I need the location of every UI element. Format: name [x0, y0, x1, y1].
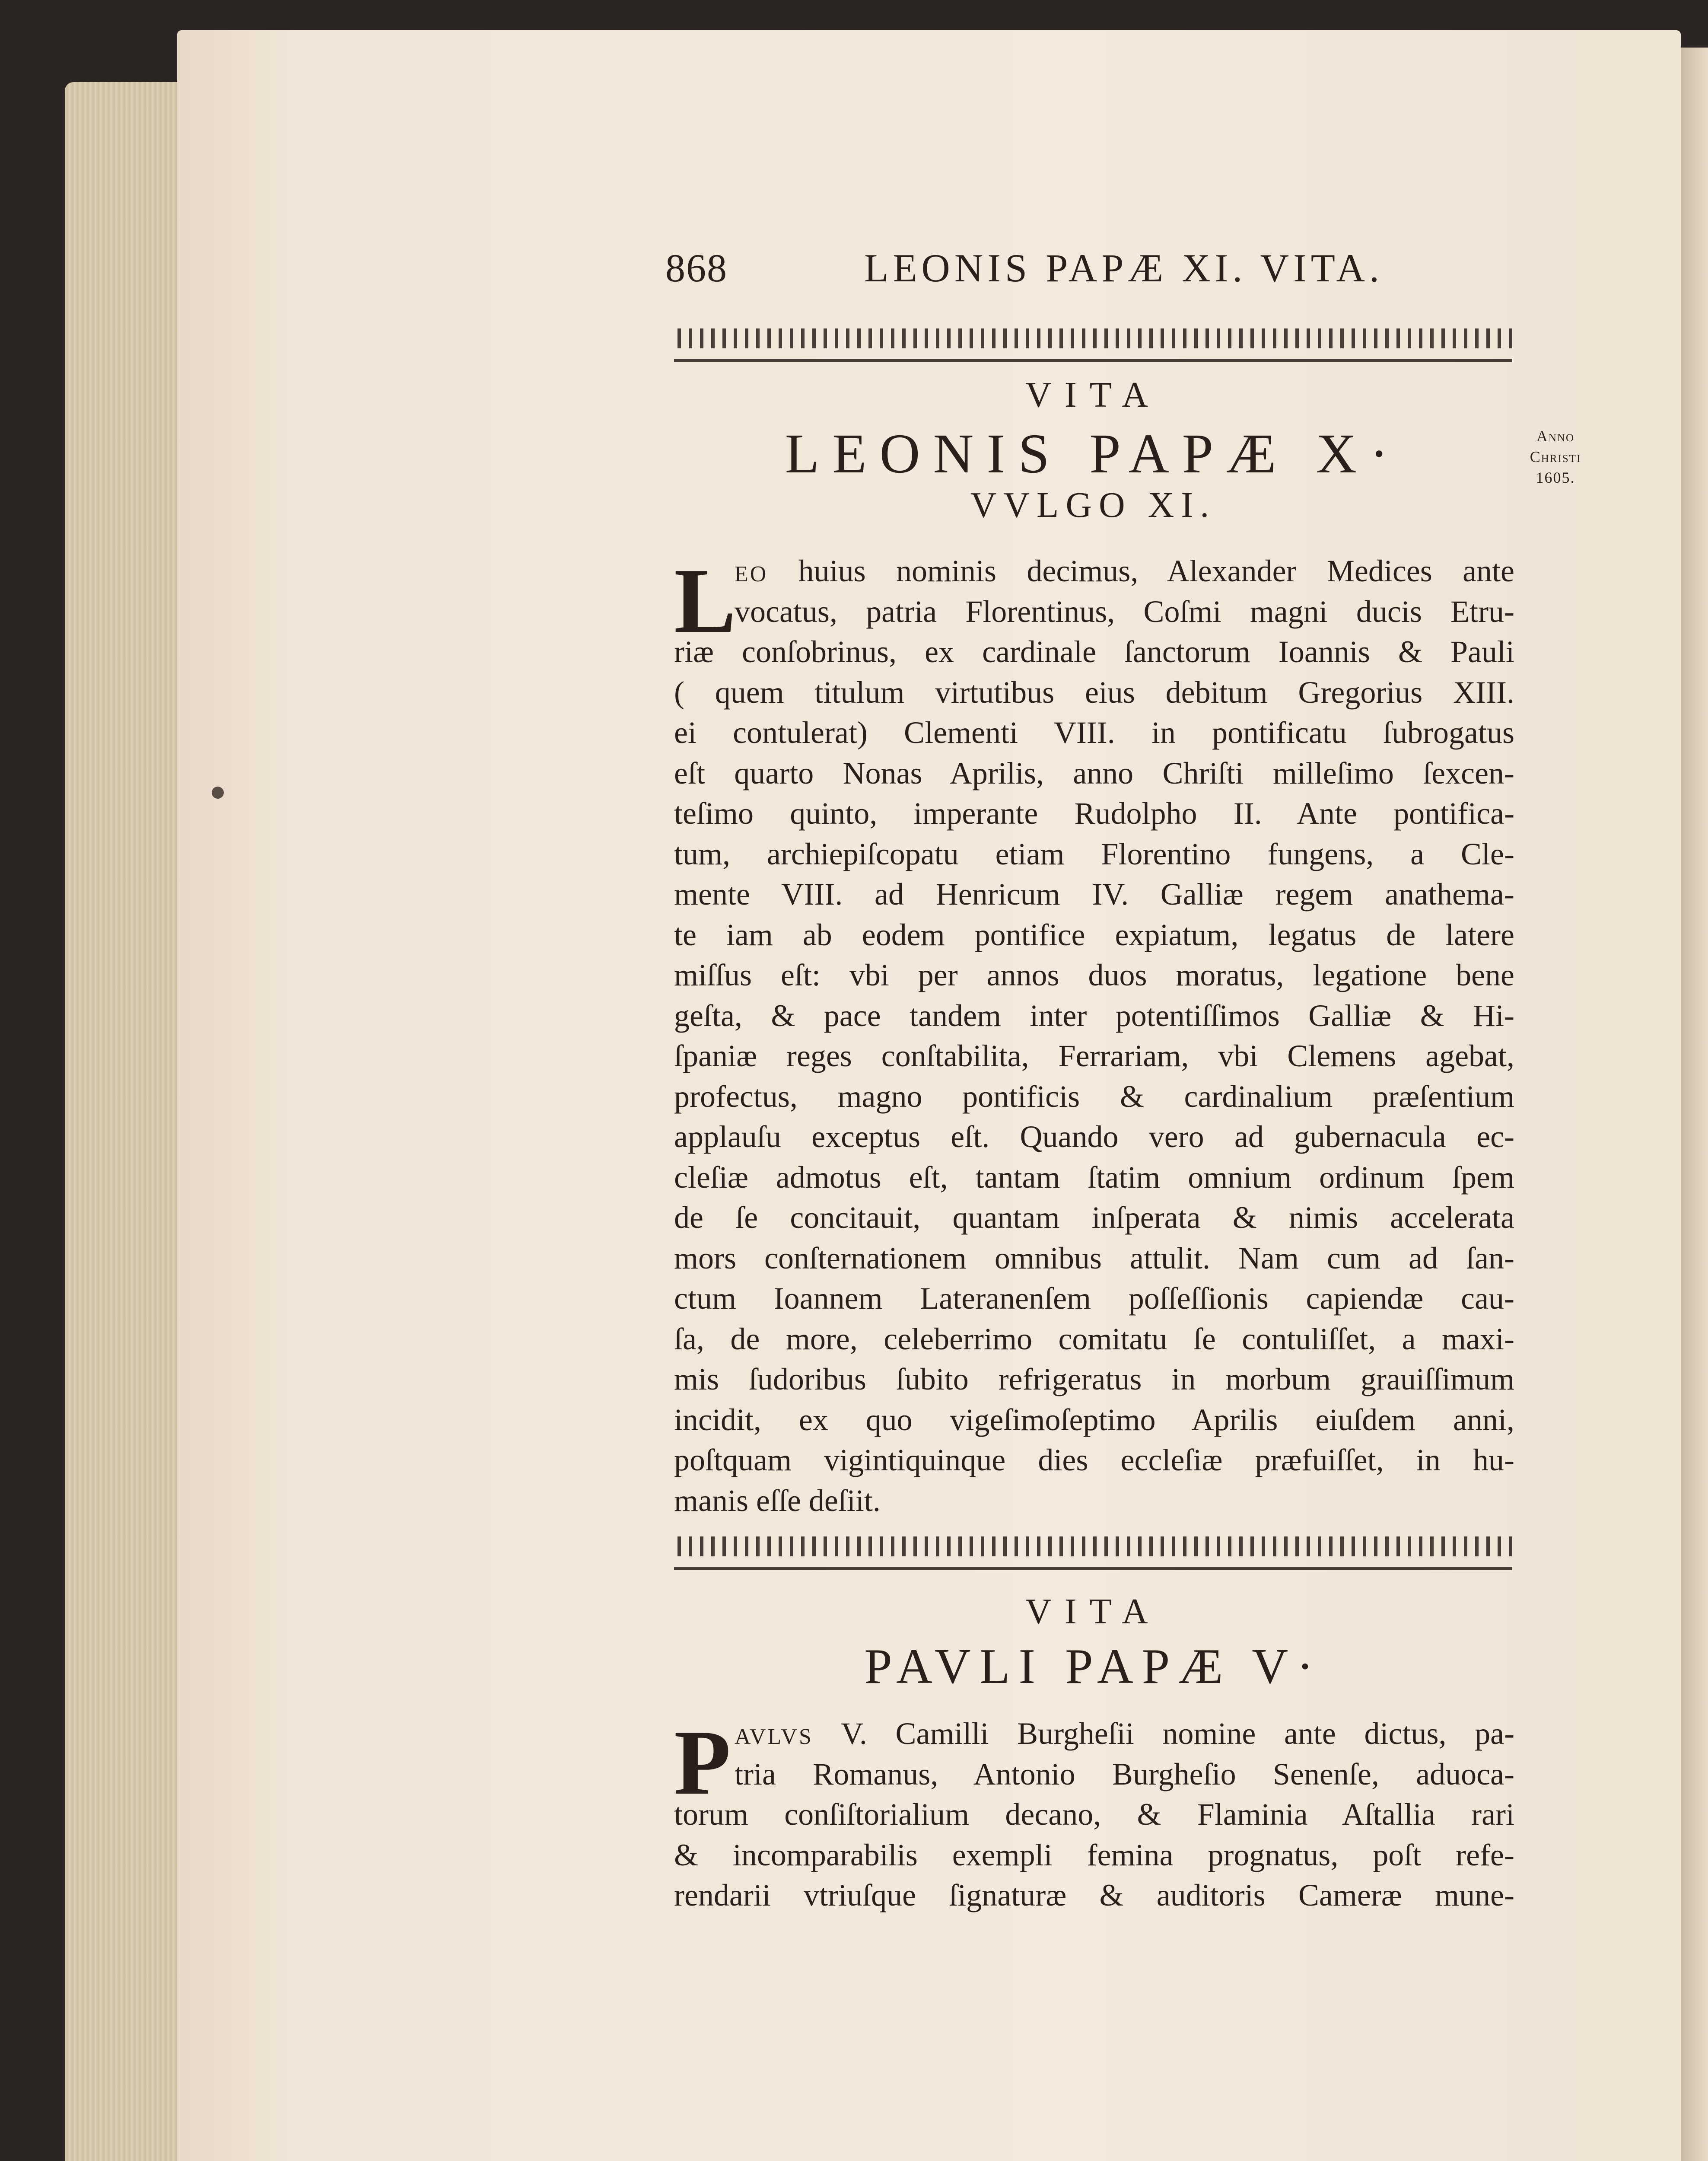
section2-heading-name: PAVLI PAPÆ V·: [864, 1639, 1322, 1694]
margin-note-line: Christi: [1530, 448, 1581, 465]
text-line: ſpaniæ reges conſtabilita, Ferrariam, vbi Clemens agebat,: [674, 1039, 1514, 1073]
text-line: de ſe concitauit, quantam inſperata & nimis accelerata: [674, 1200, 1514, 1235]
section1-dropcap: L: [674, 549, 736, 652]
margin-note-line: 1605.: [1536, 469, 1575, 486]
text-line-content: huius nominis decimus, Alexander Medices ante: [798, 554, 1514, 588]
text-line: [674, 551, 1514, 592]
first-word-smallcaps: EO: [735, 562, 768, 586]
text-line: incidit, ex quo vigeſimoſeptimo Aprilis eiuſdem anni,: [674, 1402, 1514, 1437]
text-line: geſta, & pace tandem inter potentiſſimos Galliæ & Hi-: [674, 998, 1514, 1033]
section1-heading-vulgo: VVLGO XI.: [970, 485, 1216, 525]
first-word-smallcaps: AVLVS: [735, 1724, 813, 1749]
text-line: riæ conſobrinus, ex cardinale ſanctorum Ioannis & Pauli: [674, 634, 1514, 669]
text-line: ctum Ioannem Lateranenſem poſſeſſionis capiendæ cau-: [674, 1281, 1514, 1316]
text-line: ſa, de more, celeberrimo comitatu ſe contuliſſet, a maxi-: [674, 1321, 1514, 1356]
text-line: [674, 1714, 1514, 1754]
text-line: mors conſternationem omnibus attulit. Nam cum ad ſan-: [674, 1240, 1514, 1275]
margin-note-year: [1495, 426, 1616, 488]
facing-page-edge: [1681, 48, 1708, 2161]
margin-note-line: Anno: [1536, 427, 1575, 445]
text-line: teſimo quinto, imperante Rudolpho II. Ante pontifica-: [674, 796, 1514, 831]
book-page-edges: [65, 82, 186, 2161]
section1-heading-name: LEONIS PAPÆ X·: [785, 423, 1402, 485]
text-line: rendarii vtriuſque ſignaturæ & auditoris Cameræ mune-: [674, 1878, 1514, 1912]
running-head: [665, 242, 1508, 294]
section2-dropcap: P: [674, 1711, 731, 1814]
text-line: & incomparabilis exempli femina prognatus, poſt refe-: [674, 1837, 1514, 1872]
text-line: vocatus, patria Florentinus, Coſmi magni ducis Etru-: [735, 594, 1514, 629]
text-line: poſtquam vigintiquinque dies eccleſiæ præfuiſſet, in hu-: [674, 1443, 1514, 1477]
section1-body: [674, 551, 1514, 1521]
section1-heading-vita: VITA: [1025, 375, 1161, 415]
running-title: LEONIS PAPÆ XI. VITA.: [864, 246, 1384, 290]
paper-blemish: [212, 787, 224, 799]
text-line: torum conſiſtorialium decano, & Flaminia Aſtallia rari: [674, 1797, 1514, 1832]
ornamental-band-middle: [674, 1536, 1512, 1571]
text-line: applauſu exceptus eſt. Quando vero ad gubernacula ec-: [674, 1119, 1514, 1154]
page-number: 868: [665, 246, 728, 290]
text-line: tria Romanus, Antonio Burgheſio Senenſe, aduoca-: [735, 1756, 1514, 1791]
text-line: tum, archiepiſcopatu etiam Florentino fungens, a Cle-: [674, 836, 1514, 871]
text-line: eſt quarto Nonas Aprilis, anno Chriſti milleſimo ſexcen-: [674, 755, 1514, 790]
text-line: manis eſſe deſiit.: [674, 1483, 881, 1518]
ornamental-band-top: [674, 328, 1512, 363]
text-line: mis ſudoribus ſubito refrigeratus in morbum grauiſſimum: [674, 1362, 1514, 1396]
text-line: miſſus eſt: vbi per annos duos moratus, legatione bene: [674, 958, 1514, 992]
section2-body: [674, 1711, 1515, 1916]
text-line: cleſiæ admotus eſt, tantam ſtatim omnium ordinum ſpem: [674, 1160, 1514, 1195]
text-line: te iam ab eodem pontifice expiatum, legatus de latere: [674, 917, 1514, 952]
section2-heading-vita: VITA: [1025, 1591, 1161, 1632]
text-line: ei contulerat) Clementi VIII. in pontificatu ſubrogatus: [674, 715, 1514, 750]
text-line: profectus, magno pontificis & cardinalium præſentium: [674, 1079, 1514, 1114]
text-line: mente VIII. ad Henricum IV. Galliæ regem anathema-: [674, 877, 1514, 912]
text-line: ( quem titulum virtutibus eius debitum Gregorius XIII.: [674, 675, 1514, 710]
text-line-content: V. Camilli Burgheſii nomine ante dictus, pa-: [841, 1716, 1515, 1751]
